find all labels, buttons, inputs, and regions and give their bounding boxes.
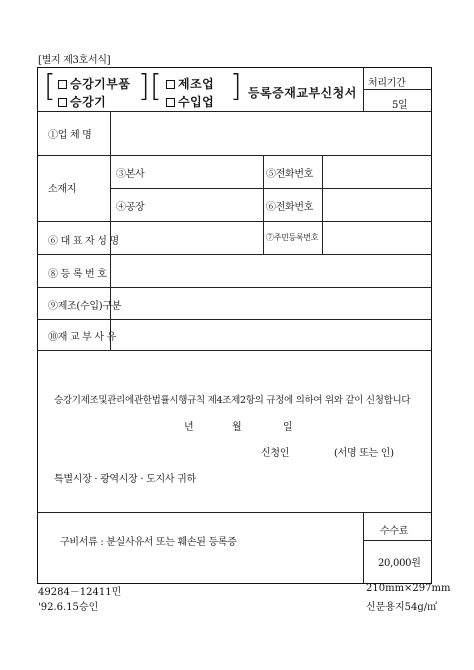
- fee-value: 20,000원: [378, 558, 421, 569]
- statement-text: 승강기제조및관리에관한법률시행규칙 제4조제2항의 규정에 의하여 위와 같이 신청합니다: [54, 395, 411, 406]
- factory-phone-label: ⑥전화번호: [266, 202, 314, 213]
- divider: [38, 512, 431, 513]
- processing-period-value: 5일: [392, 100, 408, 111]
- bracket-right: ]: [230, 69, 242, 104]
- representative-label: ⑥ 대 표 자 성 명: [48, 236, 119, 247]
- form-title: 등록증재교부신청서: [248, 86, 357, 100]
- divider: [38, 221, 431, 222]
- divider: [38, 287, 431, 288]
- checkbox-icon[interactable]: [58, 98, 67, 107]
- signature-label: (서명 또는 인): [334, 448, 394, 459]
- divider: [322, 155, 323, 254]
- divider: [363, 89, 431, 90]
- reason-label: ⑩재 교 부 사 유: [48, 332, 117, 343]
- applicant-label: 신청인: [261, 448, 290, 459]
- category-label: ⑨제조(수입)구분: [48, 301, 122, 312]
- paper-size: 210mm×297mm: [366, 583, 451, 594]
- divider: [38, 254, 431, 255]
- divider: [263, 155, 264, 254]
- addressee: 특별시장 · 광역시장 · 도지사 귀하: [54, 474, 196, 485]
- year-label: 년: [184, 422, 194, 433]
- checkbox-icon[interactable]: [166, 98, 175, 107]
- checkbox-icon[interactable]: [58, 80, 67, 89]
- resident-number-label: ⑦주민등록번호: [266, 233, 319, 242]
- head-office-label: ③본사: [116, 169, 145, 180]
- bracket-left: [: [150, 69, 162, 104]
- divider: [363, 512, 364, 583]
- divider: [110, 111, 111, 350]
- option-elevator-parts[interactable]: 승강기부품: [58, 75, 130, 92]
- divider: [38, 350, 431, 351]
- day-label: 일: [283, 422, 293, 433]
- paper-type: 신문용지54g/㎡: [366, 602, 438, 613]
- option-manufacturing[interactable]: 제조업: [166, 75, 214, 92]
- bracket-right: ]: [138, 69, 150, 104]
- form-number: [별지 제3호서식]: [38, 55, 111, 66]
- required-documents: 구비서류 : 분실사유서 또는 훼손된 등록증: [60, 537, 237, 548]
- divider: [363, 68, 364, 111]
- head-office-phone-label: ⑤전화번호: [266, 169, 314, 180]
- divider: [38, 111, 431, 112]
- company-name-label: ①업 체 명: [48, 130, 92, 141]
- month-label: 월: [232, 422, 242, 433]
- location-label: 소재지: [48, 184, 77, 195]
- factory-label: ④공장: [116, 202, 145, 213]
- processing-period-label: 처리기간: [368, 78, 406, 89]
- form-code: 49284－12411민: [38, 587, 122, 598]
- option-elevator[interactable]: 승강기: [58, 93, 106, 110]
- application-form: [37, 67, 432, 584]
- divider: [38, 319, 431, 320]
- fee-label: 수수료: [380, 526, 409, 537]
- divider: [110, 188, 431, 189]
- approval-date: '92.6.15승인: [38, 602, 99, 613]
- bracket-left: [: [44, 69, 56, 104]
- checkbox-icon[interactable]: [166, 80, 175, 89]
- divider: [38, 155, 431, 156]
- divider: [363, 540, 431, 541]
- option-import[interactable]: 수입업: [166, 93, 214, 110]
- registration-number-label: ⑧ 등 록 번 호: [48, 269, 107, 280]
